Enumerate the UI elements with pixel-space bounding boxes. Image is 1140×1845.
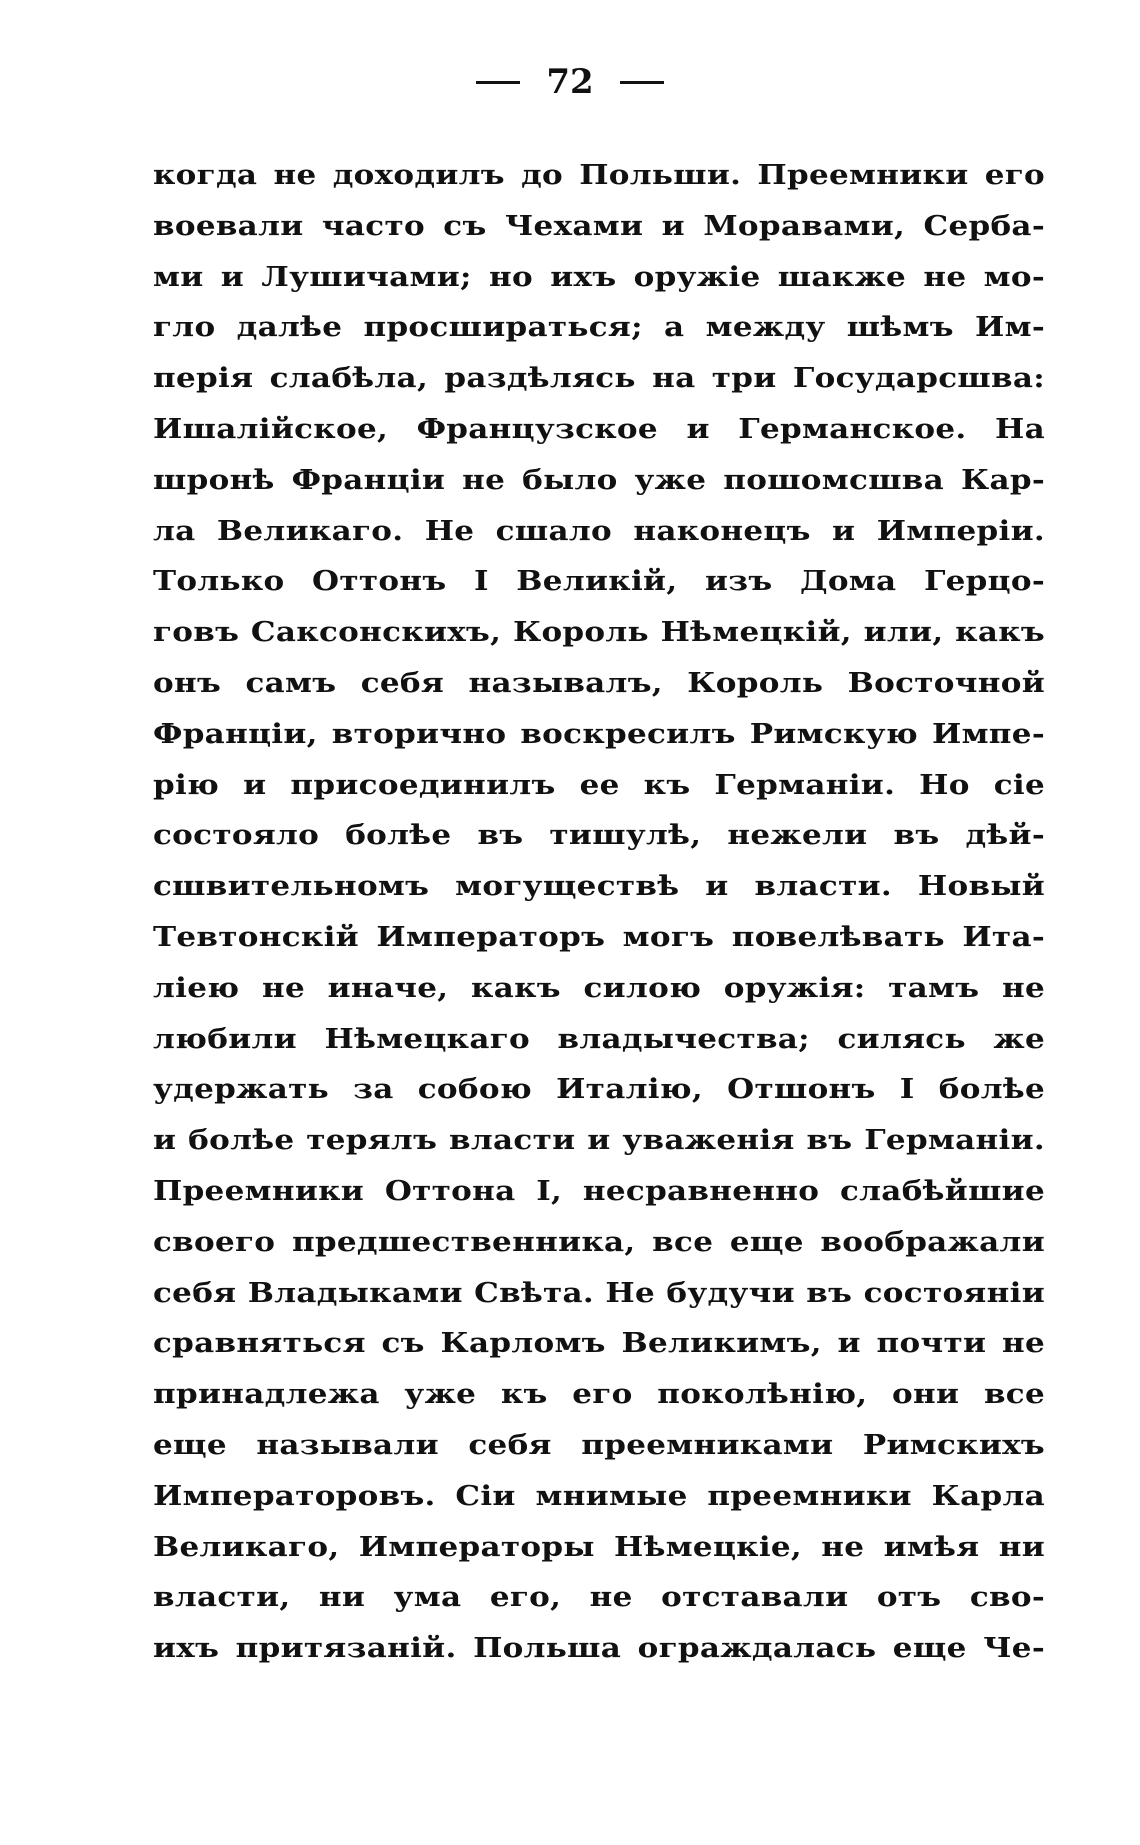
text-line: власти, ни ума его, не отставали отъ сво- [153,1581,1045,1614]
text-line: Тевтонскій Императоръ могъ повелѣвать Ита- [153,921,1045,953]
text-line: гло далѣе просшираться; а между шѣмъ Им- [153,311,1045,344]
text-line: когда не доходилъ до Польши. Преемники его [153,159,1045,191]
text-line: онъ самъ себя называлъ, Король Восточной [153,667,1045,699]
text-line: говъ Саксонскихъ, Король Нѣмецкій, или, какъ [153,616,1045,649]
text-line: своего предшественника, все еще воображали [153,1225,1045,1258]
text-line: Франціи, вторично воскресилъ Римскую Импе- [153,717,1045,750]
left-dash [476,81,520,84]
text-line: Преемники Оттона I, несравненно слабѣйшие [153,1175,1045,1207]
text-line: любили Нѣмецкаго владычества; силясь же [153,1022,1045,1055]
text-line: ихъ притязаній. Польша ограждалась еще Че- [153,1632,1045,1664]
text-line: ліею не иначе, какъ силою оружія: тамъ не [153,971,1045,1004]
text-line: принадлежа уже къ его поколѣнію, они все [153,1378,1045,1411]
text-line: и болѣе терялъ власти и уваженія въ Германіи. [153,1124,1045,1157]
text-line: сшвительномъ могуществѣ и власти. Новый [153,870,1045,903]
text-line: Императоровъ. Сіи мнимые преемники Карла [153,1479,1045,1512]
text-line: еще называли себя преемниками Римскихъ [153,1429,1045,1461]
text-line: Великаго, Императоры Нѣмецкіе, не имѣя ни [153,1530,1045,1563]
page-header [0,62,1140,102]
text-line: ла Великаго. Не сшало наконецъ и Имперіи. [153,514,1045,547]
text-line: шронѣ Франціи не было уже пошомсшва Кар- [153,463,1045,496]
text-line: Ишалійское, Французское и Германское. На [153,413,1045,445]
text-line: состояло болѣе въ тишулѣ, нежели въ дѣй- [153,819,1045,852]
body-text [153,150,1045,1674]
text-line: воевали часто съ Чехами и Моравами, Серба- [153,210,1045,242]
right-dash [620,81,664,84]
page-number: 72 [546,62,594,102]
text-line: Только Оттонъ I Великій, изъ Дома Герцо- [153,565,1045,598]
text-line: перія слабѣла, раздѣлясь на три Государсшва: [153,362,1045,395]
text-line: ми и Лушичами; но ихъ оружіе шакже не мо- [153,260,1045,293]
text-line: сравняться съ Карломъ Великимъ, и почти не [153,1327,1045,1360]
text-line: рію и присоединилъ ее къ Германіи. Но сіе [153,768,1045,801]
text-line: удержать за собою Италію, Отшонъ I болѣе [153,1073,1045,1106]
text-line: себя Владыками Свѣта. Не будучи въ состояніи [153,1276,1045,1309]
